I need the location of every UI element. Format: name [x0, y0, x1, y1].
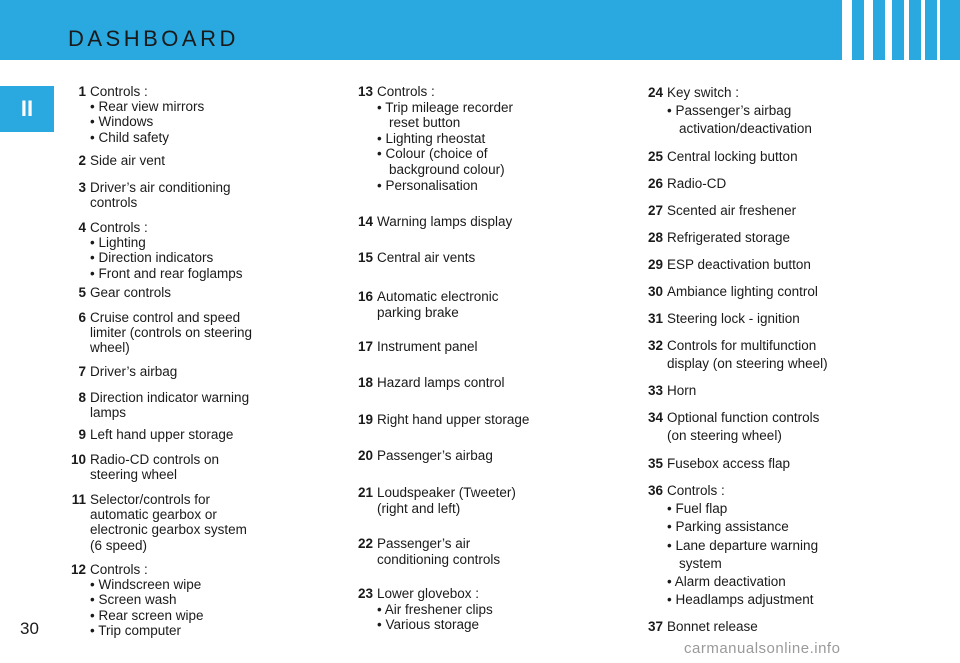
legend-item-line: • Parking assistance — [667, 519, 789, 535]
legend-item-line: • Windows — [90, 114, 154, 130]
legend-item-line: • Fuel flap — [667, 501, 728, 517]
legend-item-line: • Rear screen wipe — [90, 607, 204, 623]
legend-item-line: electronic gearbox system — [90, 522, 247, 538]
legend-item-number: 18 — [357, 375, 373, 390]
legend-item-line: • Trip computer — [90, 622, 182, 638]
legend-item-line: • Various storage — [377, 617, 480, 633]
legend-item-number: 22 — [357, 536, 373, 551]
legend-item-text — [90, 285, 171, 300]
legend-item-text — [90, 364, 177, 379]
legend-item-line: parking brake — [377, 304, 459, 320]
legend-item-line: activation/deactivation — [679, 121, 812, 137]
legend-item-number: 3 — [78, 180, 86, 195]
legend-item-text — [377, 289, 499, 320]
legend-item-line: • Rear view mirrors — [90, 99, 205, 115]
legend-item-line: limiter (controls on steering — [90, 325, 253, 341]
legend-item-line: Direction indicator warning — [90, 390, 250, 405]
page-number: 30 — [20, 619, 39, 638]
legend-item-line: • Lighting — [90, 235, 146, 251]
legend-item-line: Radio-CD controls on — [90, 452, 220, 467]
legend-item-text — [667, 337, 828, 373]
legend-item-number: 32 — [647, 338, 663, 353]
legend-item-line: Controls : — [90, 220, 148, 235]
legend-item-line: Warning lamps display — [377, 214, 513, 229]
legend-item-text — [90, 180, 231, 210]
legend-item-line: • Alarm deactivation — [667, 574, 786, 590]
legend-item-number: 34 — [647, 410, 663, 425]
legend-item-line: conditioning controls — [377, 551, 501, 567]
legend-item-line: Horn — [667, 383, 697, 398]
legend-item-text — [377, 448, 493, 464]
legend-item-number: 6 — [78, 310, 86, 325]
section-tab: II — [0, 86, 54, 132]
legend-item-line: • Direction indicators — [90, 250, 214, 266]
legend-item-number: 12 — [70, 562, 86, 577]
legend-item-text — [667, 148, 798, 166]
legend-item-text — [377, 412, 529, 428]
legend-item-number: 25 — [647, 149, 663, 164]
legend-item-text — [377, 339, 478, 355]
legend-item-line: reset button — [389, 115, 461, 131]
legend-item-text — [90, 220, 243, 281]
legend-item-line: Central locking button — [667, 149, 798, 164]
legend-item-line: Right hand upper storage — [377, 412, 530, 427]
legend-item-text — [667, 482, 818, 609]
legend-item-line: • Colour (choice of — [377, 146, 488, 162]
legend-item-number: 8 — [78, 390, 86, 405]
legend-item-text — [667, 229, 790, 247]
legend-item-line: Hazard lamps control — [377, 375, 505, 390]
legend-item-text — [667, 310, 800, 328]
legend-item-number: 35 — [647, 456, 663, 471]
legend-item-text — [90, 84, 204, 145]
legend-item-number: 37 — [647, 619, 663, 634]
legend-item-line: • Child safety — [90, 129, 170, 145]
legend-item-line: (6 speed) — [90, 537, 148, 553]
legend-item-line: Passenger’s airbag — [377, 448, 493, 463]
legend-item-line: • Lane departure warning — [667, 537, 819, 553]
legend-item-line: Controls for multifunction — [667, 338, 817, 353]
legend-item-line: (right and left) — [377, 500, 461, 516]
legend-item-number: 19 — [357, 412, 373, 427]
legend-item-line: Refrigerated storage — [667, 230, 791, 245]
legend-item-number: 13 — [357, 84, 373, 99]
legend-item-text — [377, 84, 513, 193]
legend-item-line: wheel) — [90, 340, 130, 356]
legend-item-line: • Lighting rheostat — [377, 130, 486, 146]
legend-item-line: Instrument panel — [377, 339, 478, 354]
watermark: carmanualsonline.info — [684, 640, 841, 657]
legend-item-text — [90, 427, 233, 442]
legend-item-line: steering wheel — [90, 467, 178, 483]
legend-item-line: Controls : — [377, 84, 435, 99]
legend-item-line: Gear controls — [90, 285, 172, 300]
legend-item-number: 15 — [357, 250, 373, 265]
legend-item-line: • Passenger’s airbag — [667, 103, 792, 119]
legend-item-number: 2 — [78, 153, 86, 168]
legend-item-line: • Front and rear foglamps — [90, 265, 243, 281]
legend-item-number: 5 — [78, 285, 86, 300]
legend-item-number: 7 — [78, 364, 86, 379]
legend-item-text — [667, 382, 696, 400]
legend-item-line: • Air freshener clips — [377, 601, 493, 617]
legend-item-line: Selector/controls for — [90, 492, 211, 507]
legend-item-text — [90, 390, 249, 420]
legend-item-line: • Screen wash — [90, 592, 177, 608]
legend-item-line: Central air vents — [377, 250, 476, 265]
legend-item-line: controls — [90, 195, 138, 211]
legend-item-number: 27 — [647, 203, 663, 218]
legend-item-text — [667, 84, 812, 139]
legend-item-number: 1 — [78, 84, 86, 99]
legend-item-line: Controls : — [667, 483, 725, 498]
legend-item-text — [667, 256, 811, 274]
legend-item-line: Ambiance lighting control — [667, 284, 818, 299]
legend-item-line: Loudspeaker (Tweeter) — [377, 485, 516, 500]
legend-item-text — [90, 153, 165, 168]
legend-item-text — [667, 283, 818, 301]
legend-item-line: Scented air freshener — [667, 203, 797, 218]
legend-item-line: Optional function controls — [667, 410, 820, 425]
legend-item-line: • Trip mileage recorder — [377, 99, 514, 115]
legend-item-line: Radio-CD — [667, 176, 727, 191]
legend-item-line: Bonnet release — [667, 619, 758, 634]
legend-item-text — [667, 202, 796, 220]
legend-item-line: Key switch : — [667, 85, 740, 100]
legend-item-text — [90, 452, 219, 482]
legend-item-line: Controls : — [90, 84, 148, 99]
legend-item-line: Passenger’s air — [377, 536, 471, 551]
legend-item-text — [377, 375, 505, 391]
legend-item-number: 28 — [647, 230, 663, 245]
legend-item-number: 9 — [78, 427, 86, 442]
legend-item-number: 16 — [357, 289, 373, 304]
legend-item-text — [377, 485, 516, 516]
legend-item-number: 24 — [647, 85, 663, 100]
legend-item-text — [377, 250, 475, 266]
legend-item-line: Fusebox access flap — [667, 456, 791, 471]
legend-item-number: 30 — [647, 284, 663, 299]
legend-item-line: Driver’s airbag — [90, 364, 178, 379]
legend-item-line: Lower glovebox : — [377, 586, 480, 601]
legend-item-line: • Headlamps adjustment — [667, 592, 814, 608]
legend-item-number: 23 — [357, 586, 373, 601]
legend-item-line: background colour) — [389, 161, 505, 177]
legend-item-text — [90, 492, 247, 553]
legend-item-line: system — [679, 555, 722, 571]
legend-item-number: 21 — [357, 485, 373, 500]
legend-item-number: 36 — [647, 483, 663, 498]
legend-item-number: 10 — [70, 452, 86, 467]
legend-item-text — [667, 409, 819, 445]
legend-item-text — [667, 618, 758, 636]
legend-item-line: • Windscreen wipe — [90, 577, 202, 593]
legend-item-text — [377, 536, 500, 567]
legend-item-line: • Personalisation — [377, 177, 478, 193]
legend-item-number: 4 — [78, 220, 86, 235]
legend-item-number: 17 — [357, 339, 373, 354]
legend-item-line: Driver’s air conditioning — [90, 180, 231, 195]
legend-item-line: Side air vent — [90, 153, 166, 168]
legend-item-line: display (on steering wheel) — [667, 356, 828, 372]
header-bar — [0, 0, 960, 60]
legend-item-text — [90, 562, 204, 638]
legend-item-number: 20 — [357, 448, 373, 463]
page-title: DASHBOARD — [68, 26, 239, 51]
legend-item-line: Steering lock - ignition — [667, 311, 800, 326]
legend-item-text — [90, 310, 252, 356]
legend-item-text — [377, 586, 493, 633]
legend-item-number: 14 — [357, 214, 373, 229]
legend-item-line: Cruise control and speed — [90, 310, 241, 325]
legend-item-number: 26 — [647, 176, 663, 191]
legend-item-line: Left hand upper storage — [90, 427, 234, 442]
legend-item-line: (on steering wheel) — [667, 428, 782, 444]
legend-item-number: 29 — [647, 257, 663, 272]
legend-item-text — [377, 214, 512, 230]
legend-item-line: lamps — [90, 405, 127, 421]
legend-item-line: Automatic electronic — [377, 289, 499, 304]
legend-item-number: 33 — [647, 383, 663, 398]
legend-item-number: 11 — [71, 492, 86, 507]
legend-item-number: 31 — [647, 311, 663, 326]
legend-item-text — [667, 455, 790, 473]
legend-item-line: ESP deactivation button — [667, 257, 811, 272]
legend-item-line: Controls : — [90, 562, 148, 577]
legend-item-line: automatic gearbox or — [90, 507, 217, 523]
legend-item-text — [667, 175, 726, 193]
